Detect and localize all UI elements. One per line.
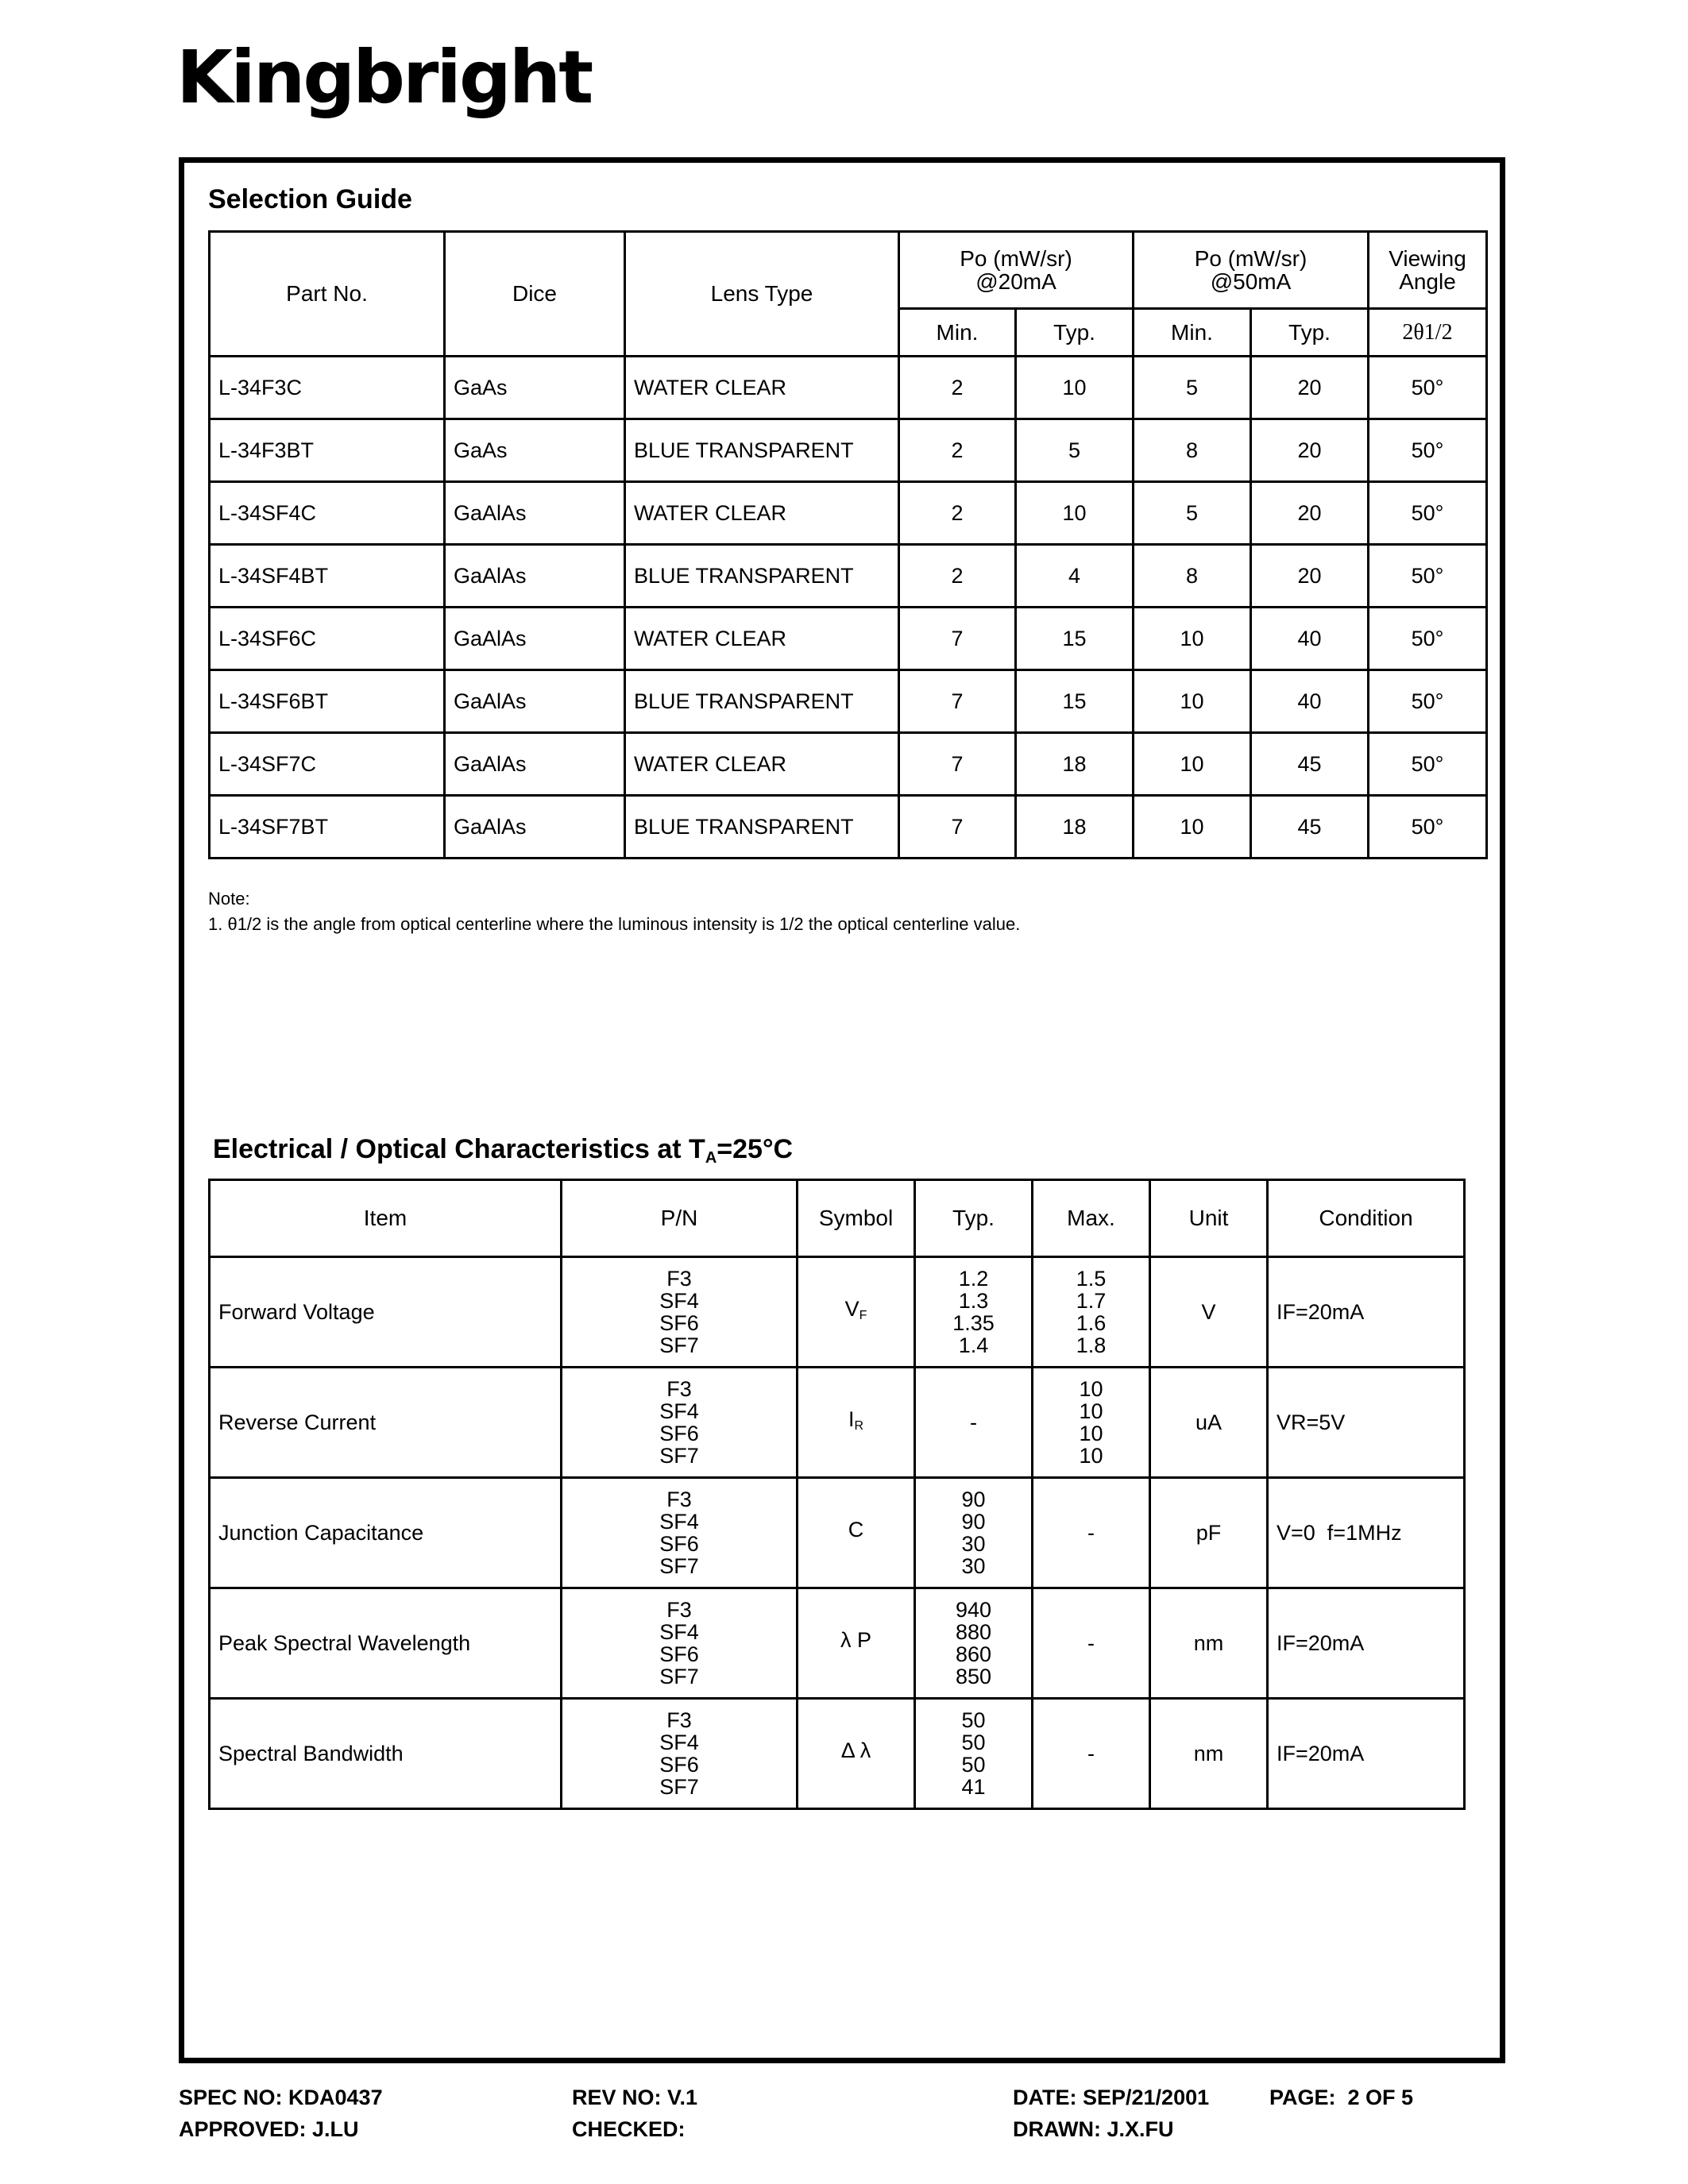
table-row (210, 1257, 1465, 1368)
typ-50ma-cell: 20 (1251, 545, 1369, 608)
symbol-main: Δ λ (840, 1738, 871, 1762)
typ-value: 1.4 (958, 1333, 989, 1357)
header-typ-20ma: Typ. (1016, 309, 1134, 357)
unit-cell: V (1150, 1257, 1268, 1368)
typ-50ma-cell: 45 (1251, 796, 1369, 859)
symbol-main: λ P (840, 1627, 871, 1652)
pn-cell (562, 1699, 798, 1809)
header-typ: Typ. (915, 1180, 1033, 1257)
condition-cell: IF=20mA (1268, 1257, 1465, 1368)
item-cell: Junction Capacitance (210, 1478, 562, 1588)
min-20ma-cell: 7 (899, 733, 1016, 796)
dice-cell: GaAlAs (445, 733, 625, 796)
min-50ma-cell: 10 (1134, 608, 1251, 670)
viewing-angle-cell: 50° (1369, 545, 1487, 608)
pn-value: SF7 (659, 1444, 699, 1468)
eo-characteristics-title (213, 1136, 793, 1166)
condition-cell: VR=5V (1268, 1368, 1465, 1478)
pn-value: F3 (666, 1708, 692, 1732)
part-no-cell: L-34SF6C (210, 608, 445, 670)
header-min-20ma: Min. (899, 309, 1016, 357)
symbol-subscript: R (854, 1418, 864, 1433)
min-50ma-cell: 10 (1134, 670, 1251, 733)
dice-cell: GaAlAs (445, 482, 625, 545)
pn-value: F3 (666, 1267, 692, 1291)
pn-value: SF6 (659, 1753, 699, 1777)
viewing-angle-cell: 50° (1369, 419, 1487, 482)
typ-value: 50 (961, 1708, 986, 1732)
unit-cell: nm (1150, 1588, 1268, 1699)
part-no-cell: L-34SF7C (210, 733, 445, 796)
footer-drawn: DRAWN: J.X.FU (1013, 2117, 1174, 2141)
lens-type-cell: BLUE TRANSPARENT (625, 545, 899, 608)
item-cell: Forward Voltage (210, 1257, 562, 1368)
typ-value: 90 (961, 1510, 986, 1534)
pn-value: SF4 (659, 1620, 699, 1644)
pn-value: F3 (666, 1488, 692, 1511)
eo-title-subscript: A (705, 1149, 717, 1167)
pn-value: F3 (666, 1377, 692, 1401)
typ-value: 880 (955, 1620, 992, 1644)
pn-value: SF7 (659, 1775, 699, 1799)
lens-type-cell: BLUE TRANSPARENT (625, 419, 899, 482)
typ-50ma-cell: 20 (1251, 357, 1369, 419)
max-value: 10 (1079, 1377, 1103, 1401)
min-20ma-cell: 7 (899, 608, 1016, 670)
viewing-angle-cell: 50° (1369, 357, 1487, 419)
typ-50ma-cell: 45 (1251, 733, 1369, 796)
typ-cell (915, 1588, 1033, 1699)
max-value: 10 (1079, 1399, 1103, 1423)
lens-type-cell: WATER CLEAR (625, 733, 899, 796)
max-cell: - (1033, 1588, 1150, 1699)
table-row (210, 1699, 1465, 1809)
table-row (210, 1368, 1465, 1478)
symbol-main: C (848, 1517, 864, 1542)
header-angle-symbol: 2θ1/2 (1369, 309, 1487, 357)
condition-cell: V=0 f=1MHz (1268, 1478, 1465, 1588)
lens-type-cell: BLUE TRANSPARENT (625, 796, 899, 859)
typ-value: 90 (961, 1488, 986, 1511)
pn-value: SF6 (659, 1311, 699, 1335)
table-row (210, 357, 1487, 419)
header-viewing-line1: Viewing (1389, 245, 1466, 271)
symbol-cell (798, 1478, 915, 1588)
footer-checked: CHECKED: (572, 2117, 686, 2141)
unit-cell: nm (1150, 1699, 1268, 1809)
selection-guide-table (208, 230, 1488, 859)
table-row (210, 1588, 1465, 1699)
eo-title-end: =25°C (717, 1134, 794, 1164)
viewing-angle-cell: 50° (1369, 670, 1487, 733)
table-row (210, 545, 1487, 608)
viewing-angle-cell: 50° (1369, 482, 1487, 545)
footer-rev-no: REV NO: V.1 (572, 2086, 698, 2109)
pn-value: SF6 (659, 1642, 699, 1666)
part-no-cell: L-34F3C (210, 357, 445, 419)
typ-cell (915, 1478, 1033, 1588)
table-row (210, 733, 1487, 796)
pn-cell (562, 1257, 798, 1368)
typ-20ma-cell: 5 (1016, 419, 1134, 482)
unit-cell: pF (1150, 1478, 1268, 1588)
header-condition: Condition (1268, 1180, 1465, 1257)
max-value: 1.7 (1076, 1289, 1107, 1313)
min-50ma-cell: 8 (1134, 545, 1251, 608)
min-20ma-cell: 7 (899, 796, 1016, 859)
header-min-50ma: Min. (1134, 309, 1251, 357)
header-viewing-angle (1369, 232, 1487, 309)
lens-type-cell: WATER CLEAR (625, 608, 899, 670)
lens-type-cell: WATER CLEAR (625, 482, 899, 545)
min-50ma-cell: 5 (1134, 357, 1251, 419)
pn-value: SF7 (659, 1554, 699, 1578)
footer-approved: APPROVED: J.LU (179, 2117, 359, 2141)
typ-50ma-cell: 40 (1251, 670, 1369, 733)
table-row (210, 670, 1487, 733)
typ-20ma-cell: 15 (1016, 608, 1134, 670)
min-20ma-cell: 2 (899, 419, 1016, 482)
pn-value: SF7 (659, 1333, 699, 1357)
max-value: 10 (1079, 1444, 1103, 1468)
header-viewing-line2: Angle (1399, 269, 1456, 294)
typ-value: 1.35 (952, 1311, 995, 1335)
max-value: 1.6 (1076, 1311, 1107, 1335)
typ-20ma-cell: 18 (1016, 733, 1134, 796)
part-no-cell: L-34SF7BT (210, 796, 445, 859)
pn-value: SF7 (659, 1665, 699, 1688)
header-symbol: Symbol (798, 1180, 915, 1257)
table-row (210, 796, 1487, 859)
viewing-angle-cell: 50° (1369, 796, 1487, 859)
header-max: Max. (1033, 1180, 1150, 1257)
typ-20ma-cell: 10 (1016, 482, 1134, 545)
min-50ma-cell: 10 (1134, 796, 1251, 859)
footer-page: PAGE: 2 OF 5 (1269, 2086, 1414, 2109)
eo-title-main: Electrical / Optical Characteristics at T (213, 1134, 705, 1164)
pn-value: SF4 (659, 1510, 699, 1534)
typ-value: 41 (961, 1775, 986, 1799)
table-row (210, 419, 1487, 482)
header-typ-50ma: Typ. (1251, 309, 1369, 357)
symbol-subscript: F (859, 1308, 867, 1322)
dice-cell: GaAlAs (445, 545, 625, 608)
typ-value: 850 (955, 1665, 992, 1688)
pn-cell (562, 1368, 798, 1478)
max-value: 1.5 (1076, 1267, 1107, 1291)
min-20ma-cell: 2 (899, 482, 1016, 545)
part-no-cell: L-34F3BT (210, 419, 445, 482)
dice-cell: GaAlAs (445, 670, 625, 733)
viewing-angle-cell: 50° (1369, 608, 1487, 670)
symbol-main: V (844, 1296, 859, 1321)
kingbright-logo: Kingbright (176, 35, 592, 120)
typ-50ma-cell: 20 (1251, 419, 1369, 482)
min-50ma-cell: 10 (1134, 733, 1251, 796)
typ-50ma-cell: 20 (1251, 482, 1369, 545)
item-cell: Spectral Bandwidth (210, 1699, 562, 1809)
unit-cell: uA (1150, 1368, 1268, 1478)
table-row (210, 482, 1487, 545)
dice-cell: GaAlAs (445, 796, 625, 859)
typ-value: 860 (955, 1642, 992, 1666)
header-unit: Unit (1150, 1180, 1268, 1257)
typ-value: 50 (961, 1753, 986, 1777)
typ-20ma-cell: 10 (1016, 357, 1134, 419)
pn-value: F3 (666, 1598, 692, 1622)
typ-value: 1.2 (958, 1267, 989, 1291)
table-row (210, 1478, 1465, 1588)
footer-date: DATE: SEP/21/2001 (1013, 2086, 1210, 2109)
dice-cell: GaAs (445, 419, 625, 482)
typ-cell: - (915, 1368, 1033, 1478)
typ-value: 1.3 (958, 1289, 989, 1313)
typ-20ma-cell: 18 (1016, 796, 1134, 859)
min-50ma-cell: 8 (1134, 419, 1251, 482)
typ-value: 940 (955, 1598, 992, 1622)
min-50ma-cell: 5 (1134, 482, 1251, 545)
header-po-50ma-line2: @50mA (1210, 269, 1292, 294)
min-20ma-cell: 7 (899, 670, 1016, 733)
typ-value: 30 (961, 1532, 986, 1556)
item-cell: Reverse Current (210, 1368, 562, 1478)
note-label: Note: (208, 889, 250, 909)
pn-value: SF4 (659, 1289, 699, 1313)
pn-cell (562, 1478, 798, 1588)
pn-value: SF6 (659, 1422, 699, 1445)
symbol-cell (798, 1588, 915, 1699)
max-cell (1033, 1368, 1150, 1478)
typ-50ma-cell: 40 (1251, 608, 1369, 670)
max-cell (1033, 1257, 1150, 1368)
symbol-cell (798, 1257, 915, 1368)
max-value: 10 (1079, 1422, 1103, 1445)
eo-characteristics-table (208, 1179, 1466, 1810)
note-block (208, 886, 1020, 937)
note-text: 1. θ1/2 is the angle from optical centerline where the luminous intensity is 1/2 the optical centerline value. (208, 914, 1021, 934)
viewing-angle-cell: 50° (1369, 733, 1487, 796)
footer-spec-no: SPEC NO: KDA0437 (179, 2086, 383, 2109)
pn-value: SF4 (659, 1399, 699, 1423)
header-lens-type: Lens Type (625, 232, 899, 357)
selection-guide-title: Selection Guide (208, 184, 412, 214)
typ-value: 50 (961, 1731, 986, 1754)
header-po-50ma-line1: Po (mW/sr) (1194, 245, 1308, 271)
typ-20ma-cell: 4 (1016, 545, 1134, 608)
pn-value: SF6 (659, 1532, 699, 1556)
lens-type-cell: WATER CLEAR (625, 357, 899, 419)
dice-cell: GaAs (445, 357, 625, 419)
symbol-cell (798, 1699, 915, 1809)
part-no-cell: L-34SF6BT (210, 670, 445, 733)
typ-cell (915, 1699, 1033, 1809)
min-20ma-cell: 2 (899, 357, 1016, 419)
table-row (210, 608, 1487, 670)
header-po-20ma-line2: @20mA (975, 269, 1056, 294)
header-part-no: Part No. (210, 232, 445, 357)
header-dice: Dice (445, 232, 625, 357)
pn-value: SF4 (659, 1731, 699, 1754)
typ-cell (915, 1257, 1033, 1368)
max-cell: - (1033, 1478, 1150, 1588)
header-pn: P/N (562, 1180, 798, 1257)
max-value: 1.8 (1076, 1333, 1107, 1357)
part-no-cell: L-34SF4C (210, 482, 445, 545)
dice-cell: GaAlAs (445, 608, 625, 670)
header-po-20ma (899, 232, 1134, 309)
condition-cell: IF=20mA (1268, 1699, 1465, 1809)
min-20ma-cell: 2 (899, 545, 1016, 608)
condition-cell: IF=20mA (1268, 1588, 1465, 1699)
typ-value: 30 (961, 1554, 986, 1578)
max-cell: - (1033, 1699, 1150, 1809)
part-no-cell: L-34SF4BT (210, 545, 445, 608)
symbol-cell (798, 1368, 915, 1478)
pn-cell (562, 1588, 798, 1699)
header-po-20ma-line1: Po (mW/sr) (960, 245, 1072, 271)
lens-type-cell: BLUE TRANSPARENT (625, 670, 899, 733)
header-item: Item (210, 1180, 562, 1257)
header-po-50ma (1134, 232, 1369, 309)
symbol-main: I (848, 1406, 855, 1431)
item-cell: Peak Spectral Wavelength (210, 1588, 562, 1699)
typ-20ma-cell: 15 (1016, 670, 1134, 733)
